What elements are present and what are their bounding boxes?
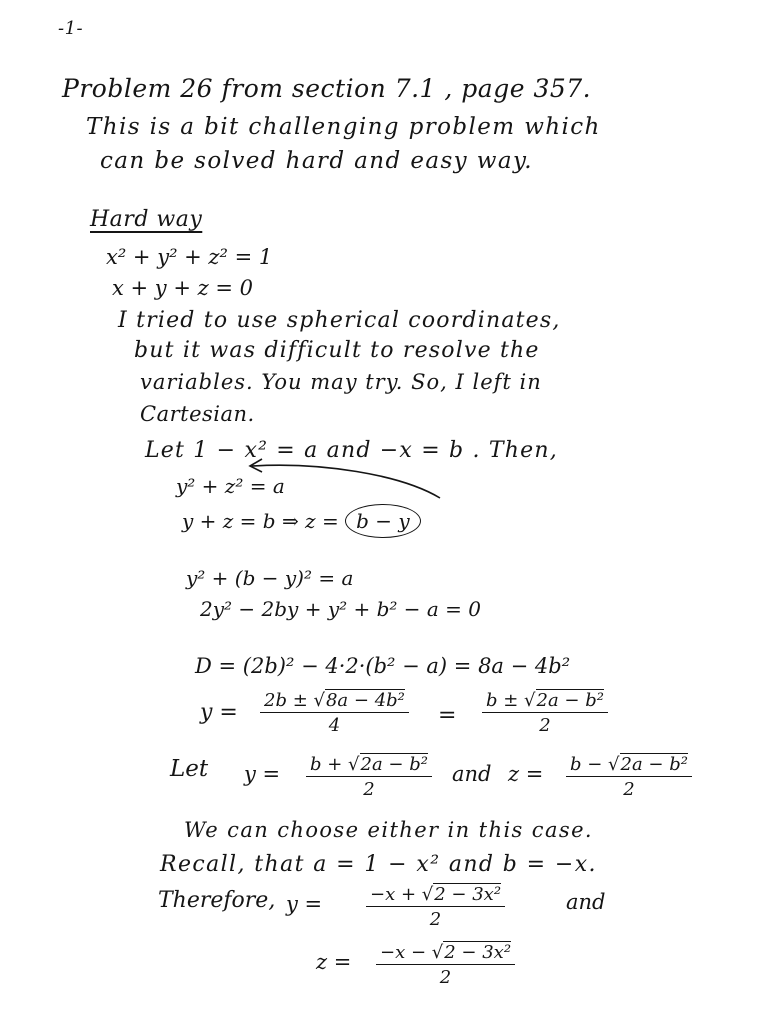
final-z-root: 2 − 3x² [444, 942, 512, 963]
intro-line-2: This is a bit challenging problem which [86, 114, 601, 140]
expanded-equation: 2y² − 2by + y² + b² − a = 0 [200, 597, 482, 621]
y-formula-equals: = [438, 703, 457, 728]
let-z-lhs: z = [508, 762, 544, 786]
final-z-num: −x − [380, 942, 427, 963]
note-line-2: but it was difficult to resolve the [134, 338, 540, 363]
therefore-y-root: 2 − 3x² [434, 884, 502, 905]
therefore-and: and [566, 890, 606, 914]
final-z-den: 2 [439, 967, 452, 988]
y-formula-den-1: 4 [328, 715, 341, 736]
therefore-label: Therefore, [158, 888, 276, 913]
final-z-lhs: z = [316, 950, 352, 974]
intro-line-1: Problem 26 from section 7.1 , page 357. [62, 74, 592, 103]
let-z-root: 2a − b² [620, 754, 688, 775]
therefore-y-den: 2 [429, 909, 442, 930]
y-formula-num-1: 2b ± [264, 690, 308, 711]
circled-expression: b − y [345, 504, 421, 538]
final-z-fraction: $\frac{\text{−x − √2 − 3x²}}{2}$ [376, 942, 515, 988]
let-y-label: Let [170, 756, 209, 782]
let-and: and [452, 762, 492, 786]
hard-way-heading: Hard way [90, 207, 203, 232]
substituted-equation: y² + (b − y)² = a [186, 566, 354, 590]
system-equation-2-text: y + z = b ⇒ z = [182, 509, 339, 533]
note-line-3: variables. You may try. So, I left in [140, 370, 542, 394]
discriminant: D = (2b)² − 4·2·(b² − a) = 8a − 4b² [195, 654, 571, 678]
note-line-4: Cartesian. [140, 402, 255, 426]
y-formula-fraction-2: $\frac{\text{b ± √2a − b²}}{2}$ [482, 690, 608, 736]
plane-equation: x + y + z = 0 [112, 276, 253, 300]
page-number: -1- [58, 18, 84, 39]
y-formula-root-2: 2a − b² [536, 690, 604, 711]
let-z-num: b − [570, 754, 603, 775]
y-formula-fraction-1: $\frac{\text{2b ± √8a − 4b²}}{4}$ [260, 690, 409, 736]
intro-line-3: can be solved hard and easy way. [100, 148, 534, 174]
system-equation-1: y² + z² = a [176, 474, 285, 498]
therefore-y-lhs: y = [286, 892, 323, 916]
let-y-num: b + [310, 754, 343, 775]
choose-note: We can choose either in this case. [184, 818, 593, 842]
let-y-fraction: $\frac{\text{b + √2a − b²}}{2}$ [306, 754, 432, 800]
let-y-lhs: y = [244, 762, 281, 786]
y-formula-num-2: b ± [486, 690, 519, 711]
y-formula-den-2: 2 [539, 715, 551, 736]
y-formula-root-1: 8a − 4b² [325, 690, 405, 711]
let-y-root: 2a − b² [360, 754, 428, 775]
let-y-den: 2 [363, 779, 375, 800]
recall-note: Recall, that a = 1 − x² and b = −x. [160, 852, 597, 877]
substitution-definition: Let 1 − x² = a and −x = b . Then, [145, 438, 558, 463]
let-z-den: 2 [623, 779, 635, 800]
note-line-1: I tried to use spherical coordinates, [118, 308, 561, 333]
therefore-y-num: −x + [370, 884, 417, 905]
y-formula-lhs: y = [200, 700, 238, 725]
let-z-fraction: $\frac{\text{b − √2a − b²}}{2}$ [566, 754, 692, 800]
therefore-y-fraction: $\frac{\text{−x + √2 − 3x²}}{2}$ [366, 884, 505, 930]
sphere-equation: x² + y² + z² = 1 [106, 245, 273, 269]
